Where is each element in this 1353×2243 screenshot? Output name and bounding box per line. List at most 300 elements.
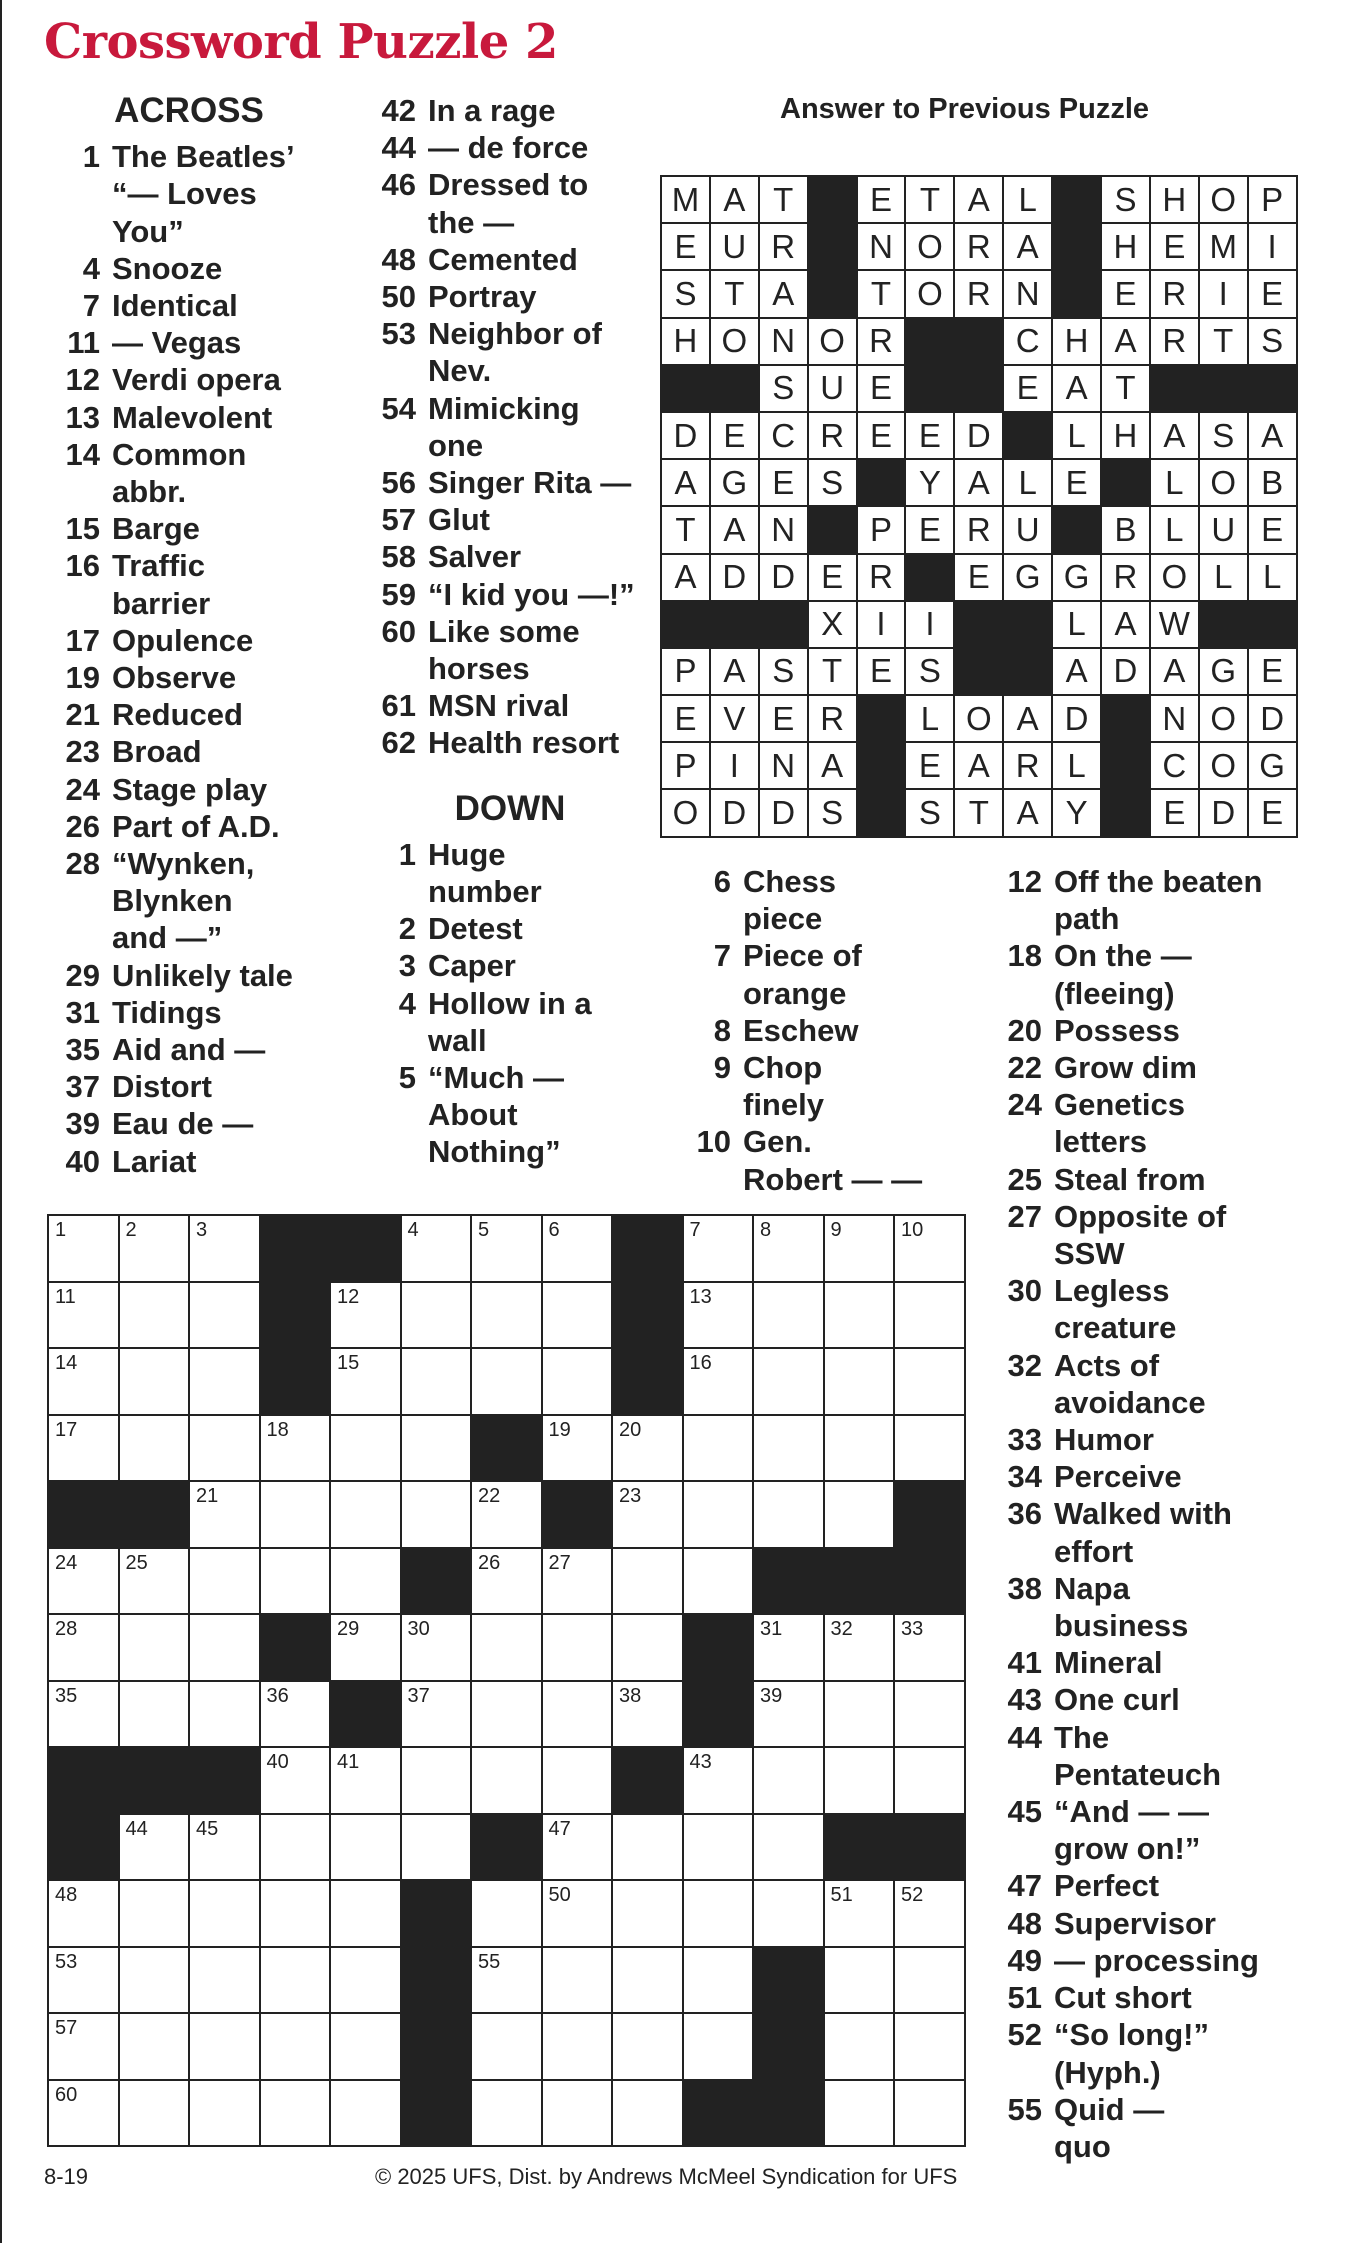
clue-text xyxy=(428,464,660,501)
clue-item xyxy=(44,547,334,621)
answer-letter-cell: S xyxy=(808,459,857,506)
clue-text xyxy=(1054,2016,1292,2090)
puzzle-cell[interactable] xyxy=(260,1681,331,1748)
puzzle-cell[interactable] xyxy=(753,1614,824,1681)
puzzle-cell[interactable] xyxy=(260,1814,331,1881)
clue-text xyxy=(112,547,334,621)
clue-number: 48 xyxy=(1007,1905,1042,1941)
puzzle-cell[interactable] xyxy=(48,2080,119,2147)
puzzle-cell[interactable] xyxy=(753,1215,824,1282)
puzzle-cell[interactable] xyxy=(330,1814,401,1881)
clue-item xyxy=(992,1421,1292,1458)
puzzle-cell[interactable] xyxy=(119,1681,190,1748)
puzzle-row xyxy=(48,1814,965,1881)
puzzle-cell[interactable] xyxy=(753,1880,824,1947)
puzzle-cell[interactable] xyxy=(189,2080,260,2147)
puzzle-black-cell xyxy=(189,1747,260,1814)
clue-item xyxy=(44,1105,334,1142)
puzzle-cell[interactable] xyxy=(189,1947,260,2014)
puzzle-cell[interactable] xyxy=(753,1415,824,1482)
puzzle-black-cell xyxy=(48,1747,119,1814)
answer-row xyxy=(661,789,1297,836)
puzzle-cell[interactable] xyxy=(48,1282,119,1349)
puzzle-cell[interactable] xyxy=(48,1947,119,2014)
puzzle-cell[interactable] xyxy=(471,1681,542,1748)
puzzle-cell[interactable] xyxy=(119,1947,190,2014)
puzzle-cell[interactable] xyxy=(48,1215,119,1282)
answer-letter-cell: A xyxy=(1052,365,1101,412)
puzzle-cell[interactable] xyxy=(48,1681,119,1748)
clue-line: About xyxy=(428,1097,518,1133)
puzzle-cell[interactable] xyxy=(189,1348,260,1415)
answer-letter-cell: Y xyxy=(1052,789,1101,836)
answer-black-cell xyxy=(661,365,710,412)
puzzle-cell[interactable] xyxy=(330,1614,401,1681)
clue-item xyxy=(44,1031,334,1068)
puzzle-cell[interactable] xyxy=(401,1747,472,1814)
puzzle-cell[interactable] xyxy=(260,2080,331,2147)
puzzle-cell[interactable] xyxy=(119,1814,190,1881)
puzzle-cell[interactable] xyxy=(612,1481,683,1548)
clue-item xyxy=(44,436,334,510)
puzzle-cell[interactable] xyxy=(824,1747,895,1814)
puzzle-cell[interactable] xyxy=(542,1681,613,1748)
puzzle-cell[interactable] xyxy=(330,1348,401,1415)
puzzle-cell[interactable] xyxy=(894,1282,965,1349)
puzzle-cell[interactable] xyxy=(753,1282,824,1349)
puzzle-cell[interactable] xyxy=(119,2080,190,2147)
clue-text xyxy=(1054,1161,1292,1198)
puzzle-black-cell xyxy=(753,2013,824,2080)
clue-text xyxy=(1054,1979,1292,2016)
clue-number: 11 xyxy=(67,325,100,361)
puzzle-cell[interactable] xyxy=(612,1614,683,1681)
puzzle-cell[interactable] xyxy=(189,1614,260,1681)
answer-letter-cell: A xyxy=(1101,318,1150,365)
clue-number: 2 xyxy=(398,911,416,947)
puzzle-cell[interactable] xyxy=(753,1348,824,1415)
puzzle-cell[interactable] xyxy=(330,2013,401,2080)
clue-item xyxy=(44,287,334,324)
answer-letter-cell: O xyxy=(1199,695,1248,742)
clue-item xyxy=(44,361,334,398)
puzzle-black-cell xyxy=(894,1548,965,1615)
puzzle-cell[interactable] xyxy=(894,1681,965,1748)
down-clues-column-4 xyxy=(992,863,1292,2165)
puzzle-cell[interactable] xyxy=(330,1282,401,1349)
cell-number: 21 xyxy=(196,1485,219,1507)
puzzle-cell[interactable] xyxy=(401,1681,472,1748)
clue-line: Robert — — xyxy=(743,1161,923,1197)
puzzle-row xyxy=(48,1481,965,1548)
clue-item xyxy=(992,1644,1292,1681)
clue-text xyxy=(1054,1458,1292,1495)
clue-text xyxy=(428,241,660,278)
puzzle-cell[interactable] xyxy=(894,1880,965,1947)
clue-number: 37 xyxy=(65,1069,100,1105)
clue-line: Opulence xyxy=(112,622,254,658)
puzzle-cell[interactable] xyxy=(824,1415,895,1482)
puzzle-cell[interactable] xyxy=(189,1548,260,1615)
answer-row xyxy=(661,695,1297,742)
puzzle-cell[interactable] xyxy=(542,1548,613,1615)
answer-black-cell xyxy=(954,601,1003,648)
puzzle-cell[interactable] xyxy=(189,1681,260,1748)
puzzle-cell[interactable] xyxy=(683,1814,754,1881)
answer-letter-cell: D xyxy=(954,412,1003,459)
clue-text xyxy=(112,510,334,547)
puzzle-cell[interactable] xyxy=(612,1880,683,1947)
puzzle-cell[interactable] xyxy=(824,1481,895,1548)
puzzle-cell[interactable] xyxy=(894,2013,965,2080)
cell-number: 47 xyxy=(548,1817,571,1840)
puzzle-cell[interactable] xyxy=(260,1548,331,1615)
answer-letter-cell: A xyxy=(710,176,759,223)
clue-item xyxy=(44,994,334,1031)
clue-line: One curl xyxy=(1054,1682,1180,1718)
puzzle-cell[interactable] xyxy=(894,1747,965,1814)
puzzle-cell[interactable] xyxy=(260,1747,331,1814)
answer-letter-cell: H xyxy=(661,318,710,365)
clue-number: 61 xyxy=(381,688,416,724)
answer-letter-cell: E xyxy=(1150,789,1199,836)
answer-letter-cell: D xyxy=(759,554,808,601)
clue-item xyxy=(360,576,660,613)
puzzle-cell[interactable] xyxy=(401,1814,472,1881)
answer-letter-cell: A xyxy=(1003,789,1052,836)
answer-row xyxy=(661,742,1297,789)
puzzle-cell[interactable] xyxy=(189,1282,260,1349)
clue-line: “Much — xyxy=(428,1060,565,1096)
answer-letter-cell: S xyxy=(1248,318,1297,365)
puzzle-cell[interactable] xyxy=(471,1215,542,1282)
puzzle-cell[interactable] xyxy=(48,2013,119,2080)
puzzle-cell[interactable] xyxy=(189,1814,260,1881)
puzzle-cell[interactable] xyxy=(119,1348,190,1415)
puzzle-cell[interactable] xyxy=(683,1282,754,1349)
answer-letter-cell: I xyxy=(710,742,759,789)
puzzle-cell[interactable] xyxy=(542,1215,613,1282)
answer-black-cell xyxy=(808,506,857,553)
cell-number: 43 xyxy=(689,1751,712,1773)
clue-item xyxy=(44,250,334,287)
puzzle-cell[interactable] xyxy=(683,1947,754,2014)
puzzle-cell[interactable] xyxy=(894,1415,965,1482)
puzzle-cell[interactable] xyxy=(119,2013,190,2080)
puzzle-cell[interactable] xyxy=(753,1814,824,1881)
clue-item xyxy=(675,1123,980,1197)
clue-line: Part of A.D. xyxy=(112,808,280,844)
answer-letter-cell: O xyxy=(1199,742,1248,789)
puzzle-cell[interactable] xyxy=(753,1481,824,1548)
answer-letter-cell: A xyxy=(1150,648,1199,695)
clue-item xyxy=(360,947,660,984)
cell-number: 10 xyxy=(901,1219,924,1241)
puzzle-cell[interactable] xyxy=(471,1747,542,1814)
puzzle-cell[interactable] xyxy=(260,1880,331,1947)
clue-item xyxy=(360,92,660,129)
puzzle-cell[interactable] xyxy=(824,1348,895,1415)
puzzle-cell[interactable] xyxy=(471,1548,542,1615)
answer-black-cell xyxy=(905,554,954,601)
puzzle-cell[interactable] xyxy=(189,1415,260,1482)
puzzle-cell[interactable] xyxy=(471,2080,542,2147)
puzzle-cell[interactable] xyxy=(260,1415,331,1482)
clue-item xyxy=(992,2091,1292,2165)
puzzle-black-cell xyxy=(48,1814,119,1881)
puzzle-cell[interactable] xyxy=(824,1880,895,1947)
clue-number: 9 xyxy=(713,1050,731,1086)
puzzle-cell[interactable] xyxy=(471,2013,542,2080)
puzzle-cell[interactable] xyxy=(119,1880,190,1947)
puzzle-cell[interactable] xyxy=(542,1747,613,1814)
page-margin-rule xyxy=(0,0,2,2243)
puzzle-black-cell xyxy=(260,1348,331,1415)
answer-letter-cell: R xyxy=(1003,742,1052,789)
clue-item xyxy=(360,985,660,1059)
puzzle-cell[interactable] xyxy=(401,1282,472,1349)
answer-letter-cell: O xyxy=(954,695,1003,742)
puzzle-cell[interactable] xyxy=(119,1282,190,1349)
clue-line: Reduced xyxy=(112,697,243,733)
clue-item xyxy=(44,138,334,250)
puzzle-cell[interactable] xyxy=(401,1348,472,1415)
puzzle-cell[interactable] xyxy=(471,1348,542,1415)
answer-letter-cell: L xyxy=(1248,554,1297,601)
puzzle-cell[interactable] xyxy=(542,1947,613,2014)
puzzle-cell[interactable] xyxy=(824,2013,895,2080)
answer-letter-cell: T xyxy=(954,789,1003,836)
clue-text xyxy=(112,957,334,994)
answer-black-cell xyxy=(1052,270,1101,317)
clue-text xyxy=(1054,1942,1292,1979)
clue-line: SSW xyxy=(1054,1236,1125,1272)
puzzle-cell[interactable] xyxy=(48,1614,119,1681)
puzzle-cell[interactable] xyxy=(48,1348,119,1415)
cell-number: 39 xyxy=(760,1684,783,1707)
clue-text xyxy=(428,613,660,687)
puzzle-cell[interactable] xyxy=(48,1548,119,1615)
puzzle-cell[interactable] xyxy=(330,1880,401,1947)
puzzle-cell[interactable] xyxy=(894,1348,965,1415)
answer-letter-cell: R xyxy=(808,695,857,742)
answer-black-cell xyxy=(905,365,954,412)
clue-line: Malevolent xyxy=(112,399,273,435)
puzzle-cell[interactable] xyxy=(612,2013,683,2080)
puzzle-cell[interactable] xyxy=(471,1880,542,1947)
puzzle-cell[interactable] xyxy=(894,1947,965,2014)
answer-black-cell xyxy=(905,318,954,365)
puzzle-cell[interactable] xyxy=(330,1548,401,1615)
clue-line: Piece of xyxy=(743,938,862,974)
clue-text xyxy=(112,1143,334,1180)
puzzle-black-cell xyxy=(48,1481,119,1548)
clue-number: 57 xyxy=(381,502,416,538)
puzzle-cell[interactable] xyxy=(260,1481,331,1548)
clue-item xyxy=(44,1143,334,1180)
puzzle-cell[interactable] xyxy=(189,1880,260,1947)
cell-number: 48 xyxy=(55,1884,78,1906)
puzzle-cell[interactable] xyxy=(401,1614,472,1681)
puzzle-cell[interactable] xyxy=(330,1747,401,1814)
puzzle-cell[interactable] xyxy=(189,1215,260,1282)
answer-black-cell xyxy=(710,601,759,648)
puzzle-cell[interactable] xyxy=(189,2013,260,2080)
puzzle-cell[interactable] xyxy=(894,2080,965,2147)
puzzle-black-cell xyxy=(824,1548,895,1615)
puzzle-cell[interactable] xyxy=(119,1215,190,1282)
puzzle-cell[interactable] xyxy=(894,1614,965,1681)
answer-letter-cell: T xyxy=(759,176,808,223)
puzzle-cell[interactable] xyxy=(824,1215,895,1282)
clue-line: effort xyxy=(1054,1533,1134,1569)
puzzle-cell[interactable] xyxy=(119,1415,190,1482)
clue-text xyxy=(743,863,980,937)
clue-line: Nothing” xyxy=(428,1134,561,1170)
puzzle-cell[interactable] xyxy=(542,1415,613,1482)
clue-item xyxy=(360,315,660,389)
cell-number: 57 xyxy=(55,2017,78,2039)
puzzle-cell[interactable] xyxy=(471,1614,542,1681)
clue-line: “And — — xyxy=(1054,1794,1209,1830)
puzzle-cell[interactable] xyxy=(894,1215,965,1282)
clue-line: Acts of xyxy=(1054,1347,1160,1383)
puzzle-cell[interactable] xyxy=(119,1614,190,1681)
answer-letter-cell: S xyxy=(1101,176,1150,223)
answer-row xyxy=(661,412,1297,459)
clue-text xyxy=(112,659,334,696)
puzzle-cell[interactable] xyxy=(683,1880,754,1947)
puzzle-cell[interactable] xyxy=(542,1282,613,1349)
cell-number: 2 xyxy=(125,1219,137,1241)
clue-line: quo xyxy=(1054,2128,1111,2164)
clue-number: 30 xyxy=(1007,1273,1042,1309)
clue-item xyxy=(992,1681,1292,1718)
answer-letter-cell: A xyxy=(710,648,759,695)
answer-letter-cell: L xyxy=(1199,554,1248,601)
puzzle-cell[interactable] xyxy=(683,1481,754,1548)
clue-line: Unlikely tale xyxy=(112,957,293,993)
clue-line: Eschew xyxy=(743,1012,859,1048)
puzzle-cell[interactable] xyxy=(683,1548,754,1615)
puzzle-cell[interactable] xyxy=(189,1481,260,1548)
puzzle-cell[interactable] xyxy=(824,1614,895,1681)
puzzle-cell[interactable] xyxy=(401,1481,472,1548)
clue-item xyxy=(360,278,660,315)
clue-number: 62 xyxy=(381,725,416,761)
clue-item xyxy=(992,1942,1292,1979)
answer-letter-cell: S xyxy=(808,789,857,836)
puzzle-cell[interactable] xyxy=(542,1814,613,1881)
puzzle-cell[interactable] xyxy=(612,1415,683,1482)
answer-row xyxy=(661,648,1297,695)
puzzle-cell[interactable] xyxy=(330,2080,401,2147)
puzzle-cell[interactable] xyxy=(48,1880,119,1947)
puzzle-cell[interactable] xyxy=(330,1481,401,1548)
puzzle-cell[interactable] xyxy=(542,1880,613,1947)
puzzle-cell[interactable] xyxy=(612,1548,683,1615)
puzzle-cell[interactable] xyxy=(542,1614,613,1681)
clue-number: 25 xyxy=(1007,1161,1042,1197)
puzzle-cell[interactable] xyxy=(542,2080,613,2147)
puzzle-cell[interactable] xyxy=(753,1747,824,1814)
puzzle-cell[interactable] xyxy=(401,1415,472,1482)
clue-item xyxy=(360,687,660,724)
puzzle-cell[interactable] xyxy=(471,1947,542,2014)
answer-black-cell xyxy=(1003,601,1052,648)
clue-item xyxy=(44,510,334,547)
clue-line: Neighbor of xyxy=(428,316,602,352)
clue-line: Cemented xyxy=(428,241,578,277)
answer-letter-cell: E xyxy=(1248,506,1297,553)
clue-number: 38 xyxy=(1007,1570,1042,1606)
puzzle-cell[interactable] xyxy=(753,1681,824,1748)
puzzle-cell[interactable] xyxy=(824,1947,895,2014)
puzzle-black-cell xyxy=(683,1614,754,1681)
puzzle-cell[interactable] xyxy=(612,1814,683,1881)
puzzle-cell[interactable] xyxy=(683,2013,754,2080)
puzzle-row xyxy=(48,1947,965,2014)
clue-line: Genetics xyxy=(1054,1087,1185,1123)
clue-text xyxy=(112,287,334,324)
answer-letter-cell: S xyxy=(661,270,710,317)
clue-line: letters xyxy=(1054,1124,1148,1160)
clue-line: Hollow in a xyxy=(428,985,592,1021)
puzzle-cell[interactable] xyxy=(330,1947,401,2014)
puzzle-cell[interactable] xyxy=(260,2013,331,2080)
puzzle-cell[interactable] xyxy=(683,1747,754,1814)
answer-letter-cell: H xyxy=(1150,176,1199,223)
clue-text xyxy=(428,315,660,389)
puzzle-cell[interactable] xyxy=(471,1282,542,1349)
puzzle-cell[interactable] xyxy=(683,1215,754,1282)
clue-number: 27 xyxy=(1007,1198,1042,1234)
answer-letter-cell: N xyxy=(857,223,906,270)
clue-text xyxy=(428,166,660,240)
clue-line: Dressed to xyxy=(428,167,589,203)
puzzle-cell[interactable] xyxy=(824,2080,895,2147)
puzzle-cell[interactable] xyxy=(119,1548,190,1615)
answer-letter-cell: E xyxy=(857,365,906,412)
puzzle-cell[interactable] xyxy=(612,1947,683,2014)
clue-text xyxy=(1054,1719,1292,1793)
puzzle-cell[interactable] xyxy=(683,1415,754,1482)
puzzle-cell[interactable] xyxy=(824,1282,895,1349)
puzzle-cell[interactable] xyxy=(260,1947,331,2014)
clue-item xyxy=(360,613,660,687)
puzzle-cell[interactable] xyxy=(401,1215,472,1282)
clue-line: Identical xyxy=(112,288,238,324)
clue-number: 56 xyxy=(381,465,416,501)
puzzle-cell[interactable] xyxy=(612,1681,683,1748)
puzzle-cell[interactable] xyxy=(542,2013,613,2080)
puzzle-cell[interactable] xyxy=(612,2080,683,2147)
answer-letter-cell: R xyxy=(954,270,1003,317)
cell-number: 3 xyxy=(196,1219,208,1241)
answer-letter-cell: O xyxy=(808,318,857,365)
puzzle-cell[interactable] xyxy=(824,1681,895,1748)
clue-item xyxy=(992,1867,1292,1904)
cell-number: 36 xyxy=(266,1684,289,1707)
answer-letter-cell: A xyxy=(1150,412,1199,459)
puzzle-cell[interactable] xyxy=(330,1415,401,1482)
puzzle-cell[interactable] xyxy=(683,1348,754,1415)
puzzle-cell[interactable] xyxy=(542,1348,613,1415)
answer-letter-cell: T xyxy=(710,270,759,317)
puzzle-cell[interactable] xyxy=(471,1481,542,1548)
answer-letter-cell: P xyxy=(661,648,710,695)
puzzle-cell[interactable] xyxy=(48,1415,119,1482)
